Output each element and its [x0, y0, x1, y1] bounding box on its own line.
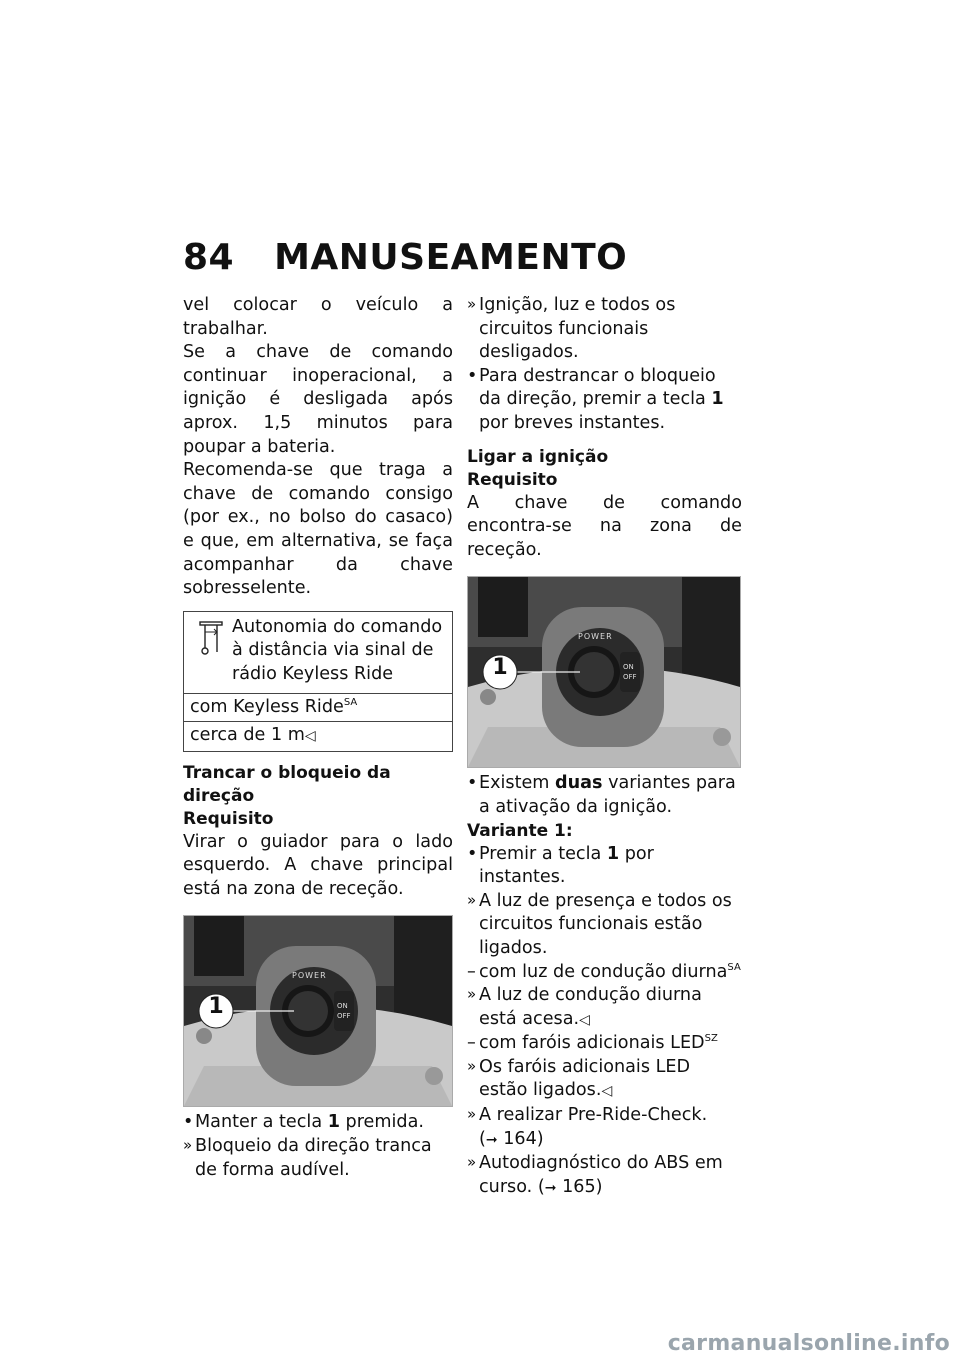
page-title: MANUSEAMENTO: [274, 237, 628, 278]
page-number: 84: [183, 237, 235, 278]
power-label: POWER: [578, 632, 613, 642]
end-mark-icon: ◁: [304, 728, 316, 745]
page-ref-arrow-icon: ➞: [485, 1131, 498, 1148]
power-label: POWER: [292, 971, 327, 981]
on-label: ON: [623, 663, 634, 672]
superscript: SA: [343, 696, 358, 708]
page-reference[interactable]: 165: [562, 1176, 596, 1197]
spec-value: [184, 722, 452, 751]
requirement-text: Virar o guiador para o lado esquerdo. A chave principal está na zona de receção.: [183, 831, 453, 899]
spec-header: [184, 612, 452, 694]
watermark: carmanualsonline.info: [667, 1331, 950, 1356]
result-item: » Autodiagnóstico do ABS em curso. (➞ 165): [467, 1152, 742, 1200]
right-column: [467, 294, 742, 1200]
ignition-photo: [467, 576, 741, 768]
step-item: • Manter a tecla 1 premida.: [183, 1111, 453, 1135]
option-item: – com luz de condução diurna$^{SA}$: [467, 961, 742, 985]
section-title: Ligar a ignição: [467, 446, 609, 467]
page-ref-arrow-icon: ➞: [544, 1179, 557, 1196]
page-header: [183, 236, 627, 280]
off-label: OFF: [337, 1012, 351, 1021]
result-item: » A luz de condução diurna está acesa.◁: [467, 984, 742, 1032]
end-mark-icon: ◁: [601, 1083, 613, 1100]
option-item: – com faróis adicionais $LED^{SZ}$: [467, 1032, 742, 1056]
spec-title: Autonomia do comando à distância via sinal de rádio Keyless Ride: [232, 616, 443, 684]
caliper-measure-icon: [196, 618, 230, 658]
step-item: • Para destrancar o bloqueio da direção, premir a tecla 1 por breves instantes.: [467, 365, 742, 436]
result-item: » A realizar Pre-Ride-Check. (➞ 164): [467, 1104, 742, 1152]
section-title: Trancar o bloqueio da direção: [183, 762, 391, 806]
spec-condition-text: com Keyless Ride: [190, 696, 344, 717]
left-column: [183, 294, 453, 1182]
step-item: • Existem duas variantes para a ativação da ignição.: [467, 772, 742, 819]
spec-value-text: cerca de 1 m: [190, 725, 305, 746]
off-label: OFF: [623, 673, 637, 682]
end-mark-icon: ◁: [579, 1011, 590, 1028]
callout-number: 1: [208, 994, 224, 1020]
requirement-label: Requisito: [183, 808, 274, 829]
result-item: » A luz de presença e todos os circuitos funcionais estão ligados.: [467, 890, 742, 961]
spec-table: [183, 611, 453, 752]
paragraph: Recomenda-se que traga a chave de comando consigo (por ex., no bolso do casaco) e que, em alternativa, se faça acompanhar da chave sobresselente.: [183, 460, 453, 599]
result-item: » Os faróis adicionais LED estão ligados.◁: [467, 1056, 742, 1104]
ignition-photo: [183, 915, 453, 1107]
paragraph: vel colocar o veículo a trabalhar.: [183, 295, 453, 339]
callout-number: 1: [492, 655, 508, 681]
page-reference[interactable]: 164: [503, 1128, 537, 1149]
variant-label: Variante 1:: [467, 820, 573, 841]
requirement-text: A chave de comando encontra-se na zona de receção.: [467, 492, 742, 560]
step-item: • Premir a tecla 1 por instantes.: [467, 843, 742, 890]
paragraph: Se a chave de comando continuar inoperacional, a ignição é desligada após aprox. 1,5 minutos para poupar a bateria.: [183, 342, 453, 457]
result-item: » Ignição, luz e todos os circuitos funcionais desligados.: [467, 294, 742, 365]
on-label: ON: [337, 1002, 348, 1011]
spec-condition: [184, 694, 452, 723]
requirement-label: Requisito: [467, 469, 558, 490]
result-item: » Bloqueio da direção tranca de forma audível.: [183, 1135, 453, 1182]
